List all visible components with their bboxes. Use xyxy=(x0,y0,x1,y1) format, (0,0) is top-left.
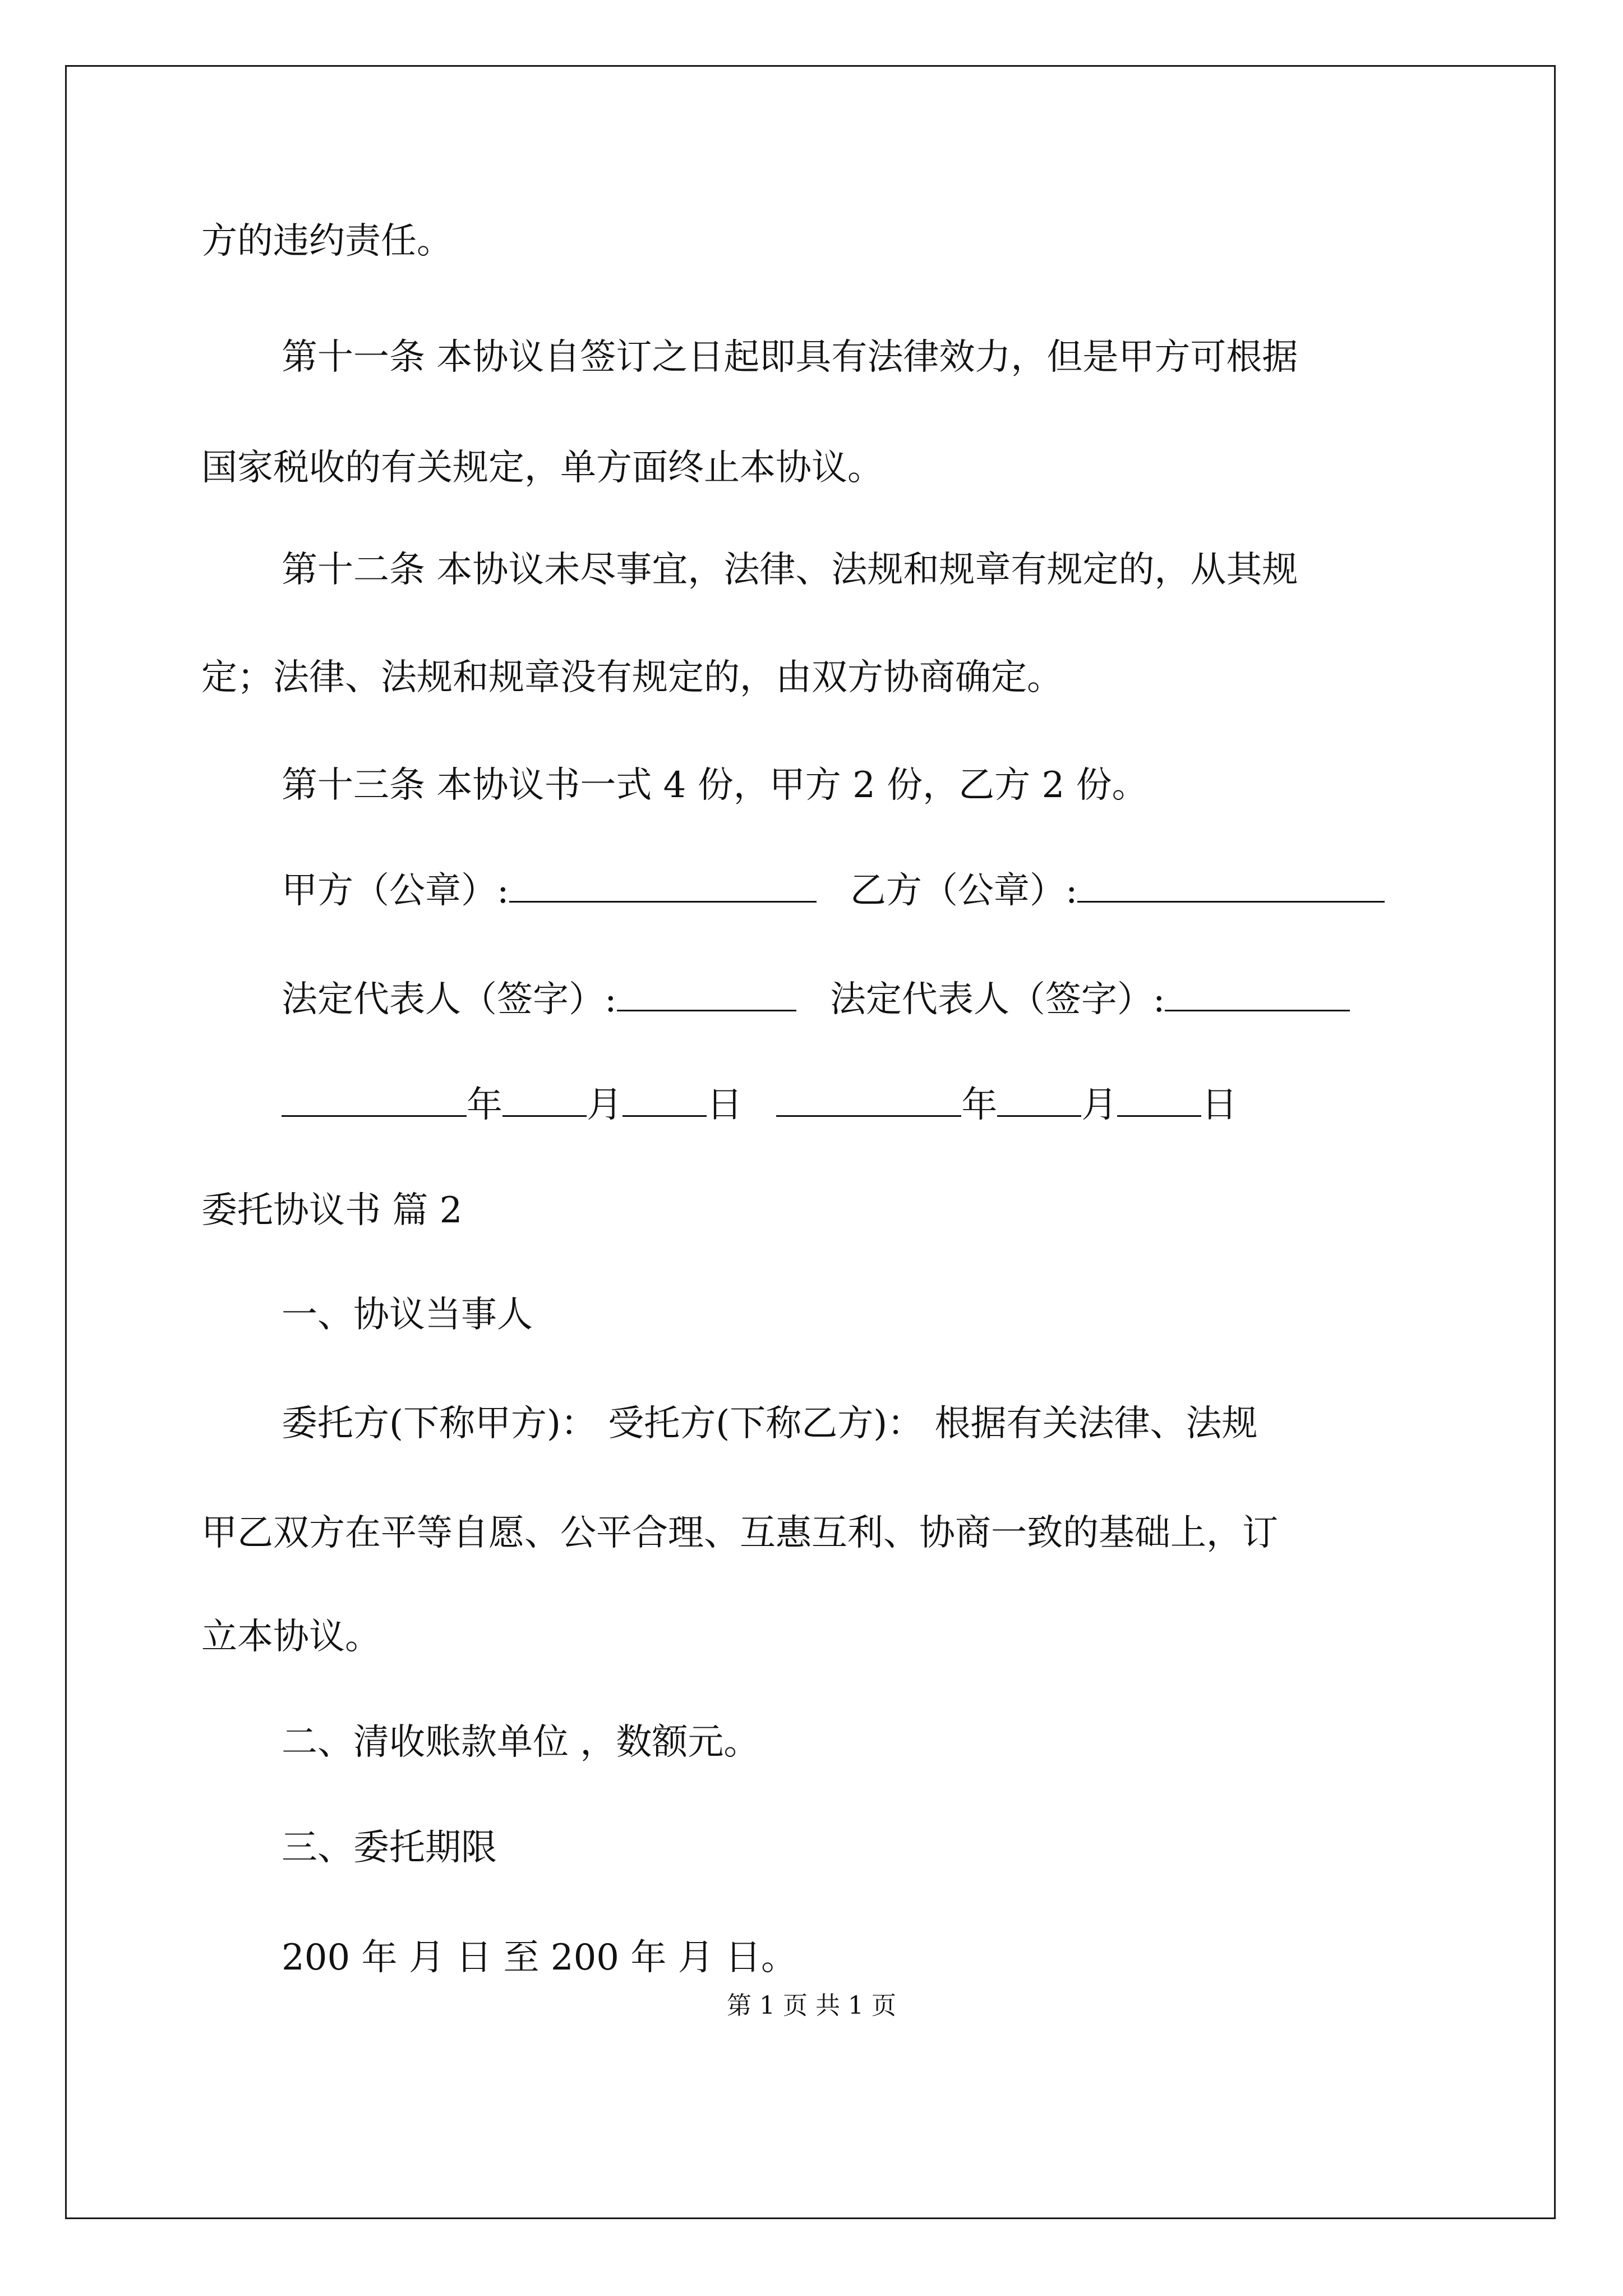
party-a-seal-label: 甲方（公章）: xyxy=(282,870,509,912)
day-label: 日 xyxy=(1201,1084,1238,1126)
text-line: 一、协议当事人 xyxy=(282,1294,533,1336)
date-a-year-blank[interactable] xyxy=(282,1083,467,1117)
text-line: 第十三条 本协议书一式 4 份，甲方 2 份，乙方 2 份。 xyxy=(282,765,1148,806)
date-b-month-blank[interactable] xyxy=(997,1083,1081,1117)
text-line: 甲乙双方在平等自愿、公平合理、互惠互利、协商一致的基础上，订 xyxy=(201,1512,1278,1554)
date-a-month-blank[interactable] xyxy=(502,1083,587,1117)
signature-row-dates xyxy=(282,1083,1237,1128)
text-line: 二、清收账款单位 ，数额元。 xyxy=(282,1722,760,1763)
rep-a-label: 法定代表人（签字）: xyxy=(282,979,617,1020)
text-line: 国家税收的有关规定，单方面终止本协议。 xyxy=(201,447,883,489)
text-line: 200 年 月 日 至 200 年 月 日。 xyxy=(282,1937,797,1978)
month-label: 月 xyxy=(587,1084,623,1126)
page-footer: 第 1 页 共 1 页 xyxy=(727,1991,896,2020)
party-b-seal-blank[interactable] xyxy=(1077,868,1385,903)
party-b-seal-label: 乙方（公章）: xyxy=(850,870,1078,912)
text-line: 方的违约责任。 xyxy=(201,220,453,262)
date-b-day-blank[interactable] xyxy=(1117,1083,1201,1117)
text-line: 立本协议。 xyxy=(201,1616,381,1658)
party-a-seal-blank[interactable] xyxy=(509,868,817,903)
text-line: 定；法律、法规和规章没有规定的，由双方协商确定。 xyxy=(201,657,1063,698)
rep-b-blank[interactable] xyxy=(1165,977,1350,1011)
year-label: 年 xyxy=(467,1084,502,1126)
text-line: 第十二条 本协议未尽事宜，法律、法规和规章有规定的，从其规 xyxy=(282,549,1298,591)
date-a-day-blank[interactable] xyxy=(623,1083,707,1117)
rep-b-label: 法定代表人（签字）: xyxy=(829,979,1165,1020)
rep-a-blank[interactable] xyxy=(617,977,796,1011)
date-b-year-blank[interactable] xyxy=(776,1083,961,1117)
text-line: 第十一条 本协议自签订之日起即具有法律效力，但是甲方可根据 xyxy=(282,337,1298,378)
section-title: 委托协议书 篇 2 xyxy=(201,1190,463,1231)
text-line: 三、委托期限 xyxy=(282,1827,497,1869)
year-label: 年 xyxy=(961,1084,998,1126)
month-label: 月 xyxy=(1081,1084,1118,1126)
day-label: 日 xyxy=(707,1084,743,1126)
text-line: 委托方(下称甲方)： 受托方(下称乙方)： 根据有关法律、法规 xyxy=(282,1403,1258,1444)
page-border xyxy=(65,65,1556,2219)
signature-row-seals xyxy=(282,868,1385,913)
signature-row-reps xyxy=(282,977,1350,1022)
